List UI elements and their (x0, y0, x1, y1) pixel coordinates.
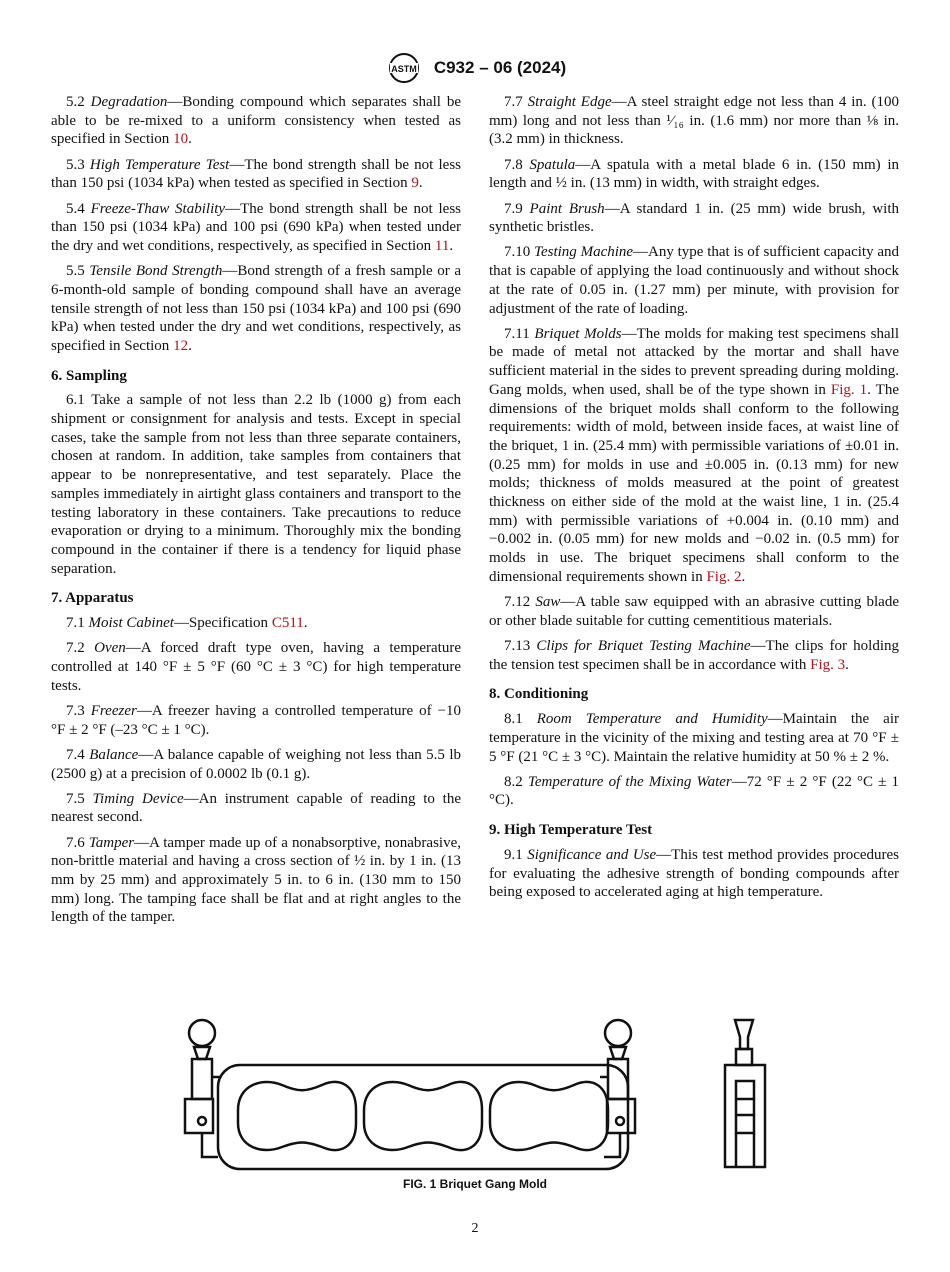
paragraph-7-2: 7.2 Oven—A forced draft type oven, having a temperature controlled at 140 °F ± 5 °F (60 °C ± 3 °C) for high temperature tests. (51, 640, 461, 694)
clamp-knob (189, 1020, 215, 1046)
paragraph-7-9: 7.9 Paint Brush—A standard 1 in. (25 mm) wide brush, with synthetic bristles. (489, 200, 899, 236)
paragraph-9-1: 9.1 Significance and Use—This test method provides procedures for evaluating the adhesive strength of bonding compounds after being exposed to accelerated aging at high temperature. (489, 846, 899, 901)
paragraph-6-1: 6.1 Take a sample of not less than 2.2 lb (1000 g) from each shipment or consignment for analysis and tests. Except in special cases, take the sample from not less than three separate containers, chosen at random. In addition, take samples from containers that appear to be nonrepresentative, and test separately. Place the samples immediately in airtight glass containers and transport to the testing laboratory in these containers. Take precautions to reduce evaporation or drying to a minimum. Thoroughly mix the bonding compound in the container if there is a tendency for liquid phase separation. (51, 392, 461, 577)
paragraph-7-4: 7.4 Balance—A balance capable of weighing not less than 5.5 lb (2500 g) at a precision of 0.0002 lb (0.1 g). (51, 746, 462, 782)
standard-designation: C932 – 06 (2024) (433, 58, 567, 77)
paragraph-8-2: 8.2 Temperature of the Mixing Water—72 °F ± 2 °F (22 °C ± 1 °C). (489, 773, 899, 809)
briquet-cavity (490, 1082, 608, 1150)
figure-ref-link[interactable]: Fig. 2 (706, 568, 742, 585)
page-number: 2 (471, 1221, 479, 1236)
right-column (489, 93, 899, 908)
side-view-clamp (735, 1020, 753, 1049)
paragraph-7-7: 7.7 Straight Edge—A steel straight edge not less than 4 in. (100 mm) long and not less than ¹⁄₁₆ in. (1.6 mm) nor more than ⅛ in. (3.2 mm) in thickness. (489, 94, 899, 148)
paragraph-5-3: 5.3 High Temperature Test—The bond strength shall be not less than 150 psi (1034 kPa) when tested as specified in Section 9. (51, 156, 461, 192)
briquet-gang-mold-figure (180, 1015, 780, 1177)
figure-ref-link[interactable]: Fig. 3 (810, 656, 846, 673)
figure-ref-link[interactable]: Fig. 1 (830, 381, 868, 398)
section-ref-link[interactable]: 9 (411, 175, 419, 192)
clamp-knob (605, 1020, 631, 1046)
section-ref-link[interactable]: 11 (434, 237, 450, 254)
left-column (51, 93, 461, 934)
paragraph-7-6: 7.6 Tamper—A tamper made up of a nonabsorptive, nonabrasive, non-brittle material and having a cross section of ½ in. by 1 in. (13 mm by 25 mm) and approximately 5 in. to 6 in. (130 mm to 150 mm) long. The tamping face shall be flat and at right angles to the length of the tamper. (51, 834, 461, 926)
figure-caption: FIG. 1 Briquet Gang Mold (403, 1177, 547, 1191)
paragraph-8-1: 8.1 Room Temperature and Humidity—Maintain the air temperature in the vicinity of the mixing and testing area at 70 °F ± 5 °F (21 °C ± 3 °C). Maintain the relative humidity at 50 % ± 2 %. (489, 711, 899, 765)
page-header (0, 52, 950, 84)
paragraph-5-5: 5.5 Tensile Bond Strength—Bond strength of a fresh sample or a 6-month-old sample of bonding compound shall have an average tensile strength of not less than 150 psi (1034 kPa) and 100 psi (690 kPa) when tested under the dry and wet conditions, respectively, as specified in Section 12. (51, 263, 462, 354)
standard-ref-link[interactable]: C511 (271, 615, 304, 632)
paragraph-7-3: 7.3 Freezer—A freezer having a controlled temperature of −10 °F ± 2 °F (–23 °C ± 1 °C). (51, 702, 462, 738)
paragraph-7-1: 7.1 Moist Cabinet—Specification C511. (66, 615, 308, 632)
paragraph-7-13: 7.13 Clips for Briquet Testing Machine—The clips for holding the tension test specimen shall be in accordance with Fig. 3. (489, 637, 899, 673)
briquet-cavity (238, 1082, 356, 1150)
paragraph-5-4: 5.4 Freeze-Thaw Stability—The bond strength shall be not less than 150 psi (1034 kPa) and 100 psi (690 kPa) when tested under the dry and wet conditions, respectively, as specified in Section 11. (51, 200, 461, 254)
astm-logo-text: ASTM (391, 64, 417, 74)
section-heading-sampling: 6. Sampling (51, 367, 127, 384)
paragraph-7-8: 7.8 Spatula—A spatula with a metal blade 6 in. (150 mm) in length and ½ in. (13 mm) in width, with straight edges. (489, 156, 899, 192)
section-ref-link[interactable]: 10 (173, 131, 189, 148)
section-heading-apparatus: 7. Apparatus (51, 590, 134, 607)
paragraph-7-5: 7.5 Timing Device—An instrument capable of reading to the nearest second. (51, 790, 461, 826)
briquet-cavity (364, 1082, 482, 1150)
section-heading-conditioning: 8. Conditioning (489, 686, 589, 703)
paragraph-5-2: 5.2 Degradation—Bonding compound which separates shall be able to be re-mixed to a uniform consistency when tested as specified in Section 10. (51, 94, 461, 148)
section-ref-link[interactable]: 12 (173, 337, 189, 354)
paragraph-7-10: 7.10 Testing Machine—Any type that is of sufficient capacity and that is capable of applying the load continuously and without shock at the rate of 0.05 in. (1.27 mm) per minute, with provision for adjustment of the rate of loading. (489, 244, 899, 317)
paragraph-7-11: 7.11 Briquet Molds—The molds for making test specimens shall be made of metal not attacked by the mortar and shall have sufficient material in the sides to prevent spreading during molding. Gang molds, when used, shall be of the type shown in Fig. 1. The dimensions of the briquet molds shall conform to the following requirements: width of mold, between inside faces, at waist line of the briquet, 1 in. (25.4 mm) with permissible variations of ±0.01 in. (0.25 mm) for molds in use and ±0.005 in. (0.13 mm) for new molds; thickness of molds measured at the point of greatest thickness on either side of the mold at the waist line, 1 in. (25.4 mm) with permissible variations of +0.004 in. (0.10 mm) and −0.002 in. (0.05 mm) for new molds and −0.02 in. (0.5 mm) for molds in use. The briquet specimens shall conform to the dimensional requirements shown in Fig. 2. (489, 325, 899, 585)
mold-frame (218, 1065, 628, 1169)
section-heading-high-temperature-test: 9. High Temperature Test (489, 822, 653, 839)
paragraph-7-12: 7.12 Saw—A table saw equipped with an abrasive cutting blade or other blade suitable for cutting cementitious materials. (489, 594, 899, 629)
astm-logo-icon (384, 52, 424, 84)
